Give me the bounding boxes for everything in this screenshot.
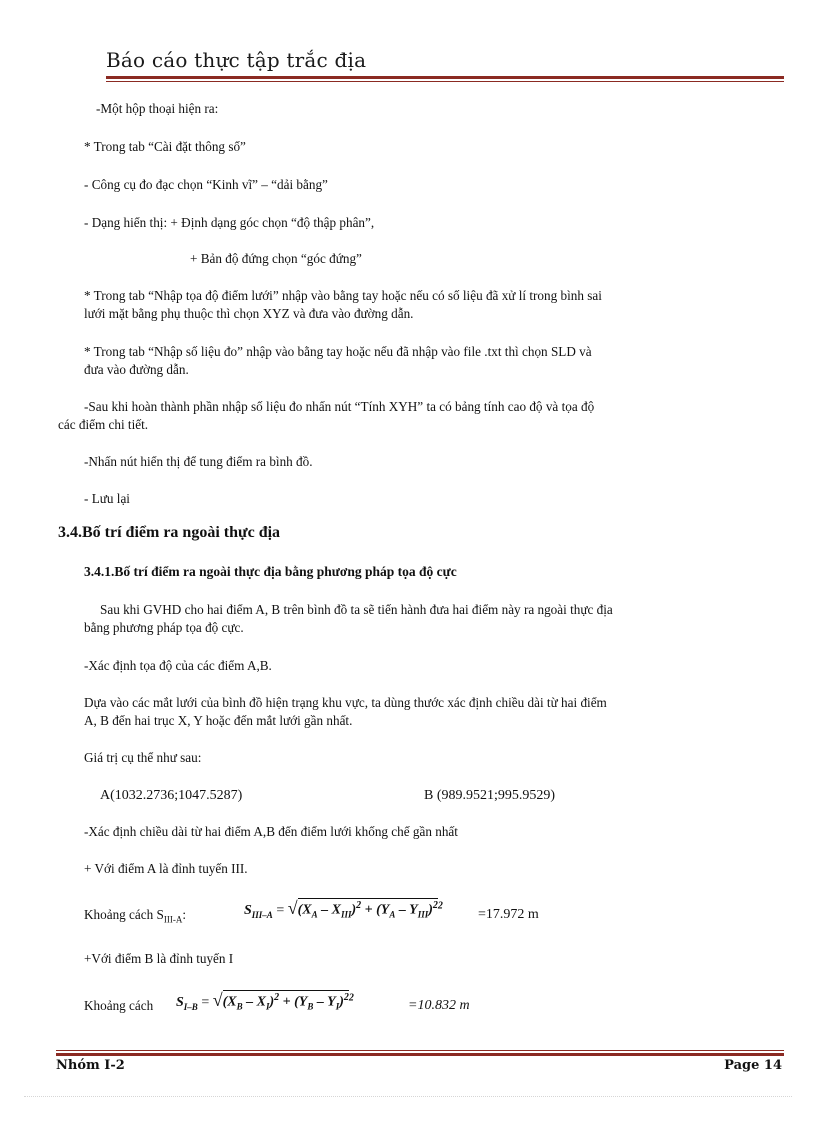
paragraph-point-b: +Với điểm B là đỉnh tuyến I — [84, 951, 234, 966]
distance-label-b: Khoảng cách — [84, 998, 154, 1013]
header-rule-thin — [106, 81, 784, 82]
footer-rule-thin — [56, 1050, 784, 1051]
formula-distance-b: $S_{I-B} = √(X_B - X_I)^2 + (Y_B - Y_I)^{22}$ — [176, 990, 354, 1012]
distance-label-a: Khoảng cách $S_{III-A}$: — [84, 907, 187, 925]
footer-page-number: Page 14 — [724, 1058, 782, 1073]
paragraph-grid-tab-line1: * Trong tab “Nhập tọa độ điểm lưới” nhập vào bằng tay hoặc nếu có số liệu đã xử lí trong bình sai — [84, 288, 602, 303]
paragraph-grid-tab-line2: lưới mặt bằng phụ thuộc thì chọn XYZ và đưa vào đường dẫn. — [84, 306, 414, 321]
paragraph-compute-line1: -Sau khi hoàn thành phần nhập số liệu đo nhấn nút “Tính XYH” ta có bảng tính cao độ và tọa độ — [84, 399, 595, 414]
footer-group-name: Nhóm I-2 — [56, 1058, 125, 1073]
header-rule-thick — [106, 76, 784, 79]
formula-distance-a: $S_{III-A} = √(X_A - X_{III})^2 + (Y_A - Y_{III})^{22}$ — [244, 898, 443, 920]
paragraph-gvhd-line1: Sau khi GVHD cho hai điểm A, B trên bình đồ ta sẽ tiến hành đưa hai điểm này ra ngoài thực địa — [100, 602, 613, 617]
paragraph-point-a: + Với điểm A là đỉnh tuyến III. — [84, 861, 248, 876]
coordinate-b: B (989.9521;995.9529) — [424, 788, 556, 803]
paragraph-dialog: -Một hộp thoại hiện ra: — [96, 101, 219, 116]
paragraph-compute-line2: các điểm chi tiết. — [58, 417, 149, 432]
paragraph-values: Giá trị cụ thể như sau: — [84, 750, 202, 765]
distance-result-a: =17.972 m — [478, 907, 539, 922]
distance-result-b: =10.832 m — [408, 998, 470, 1013]
paragraph-grid-mesh-line2: A, B đến hai trục X, Y hoặc đến mắt lưới gần nhất. — [84, 713, 353, 728]
section-heading-3-4: 3.4.Bố trí điểm ra ngoài thực địa — [58, 524, 281, 541]
paragraph-determine-coords: -Xác định tọa độ của các điểm A,B. — [84, 658, 272, 673]
paragraph-distance-intro: -Xác định chiều dài từ hai điểm A,B đến điểm lưới khống chế gần nhất — [84, 824, 458, 839]
paragraph-vertical-angle: + Bản độ đứng chọn “góc đứng” — [190, 251, 362, 266]
subsection-heading-3-4-1: 3.4.1.Bố trí điểm ra ngoài thực địa bằng phương pháp tọa độ cực — [84, 564, 457, 579]
paragraph-save: - Lưu lại — [84, 491, 130, 506]
paragraph-grid-mesh-line1: Dựa vào các mắt lưới của bình đồ hiện trạng khu vực, ta dùng thước xác định chiều dài từ hai điểm — [84, 695, 607, 710]
page-bottom-divider — [24, 1096, 792, 1097]
page-header-title: Báo cáo thực tập trắc địa — [106, 48, 367, 72]
paragraph-display-points: -Nhấn nút hiển thị để tung điểm ra bình đồ. — [84, 454, 313, 469]
paragraph-display-format: - Dạng hiển thị: + Định dạng góc chọn “độ thập phân”, — [84, 215, 375, 230]
paragraph-measure-tab-line1: * Trong tab “Nhập số liệu đo” nhập vào bằng tay hoặc nếu đã nhập vào file .txt thì chọn SLD và — [84, 344, 592, 359]
footer-rule-thick — [56, 1053, 784, 1056]
paragraph-tool: - Công cụ đo đạc chọn “Kinh vĩ” – “dải bằng” — [84, 177, 328, 192]
paragraph-tab-settings: * Trong tab “Cài đặt thông số” — [84, 139, 246, 154]
paragraph-gvhd-line2: bằng phương pháp tọa độ cực. — [84, 620, 244, 635]
paragraph-measure-tab-line2: đưa vào đường dẫn. — [84, 362, 189, 377]
coordinate-a: A(1032.2736;1047.5287) — [100, 788, 243, 803]
